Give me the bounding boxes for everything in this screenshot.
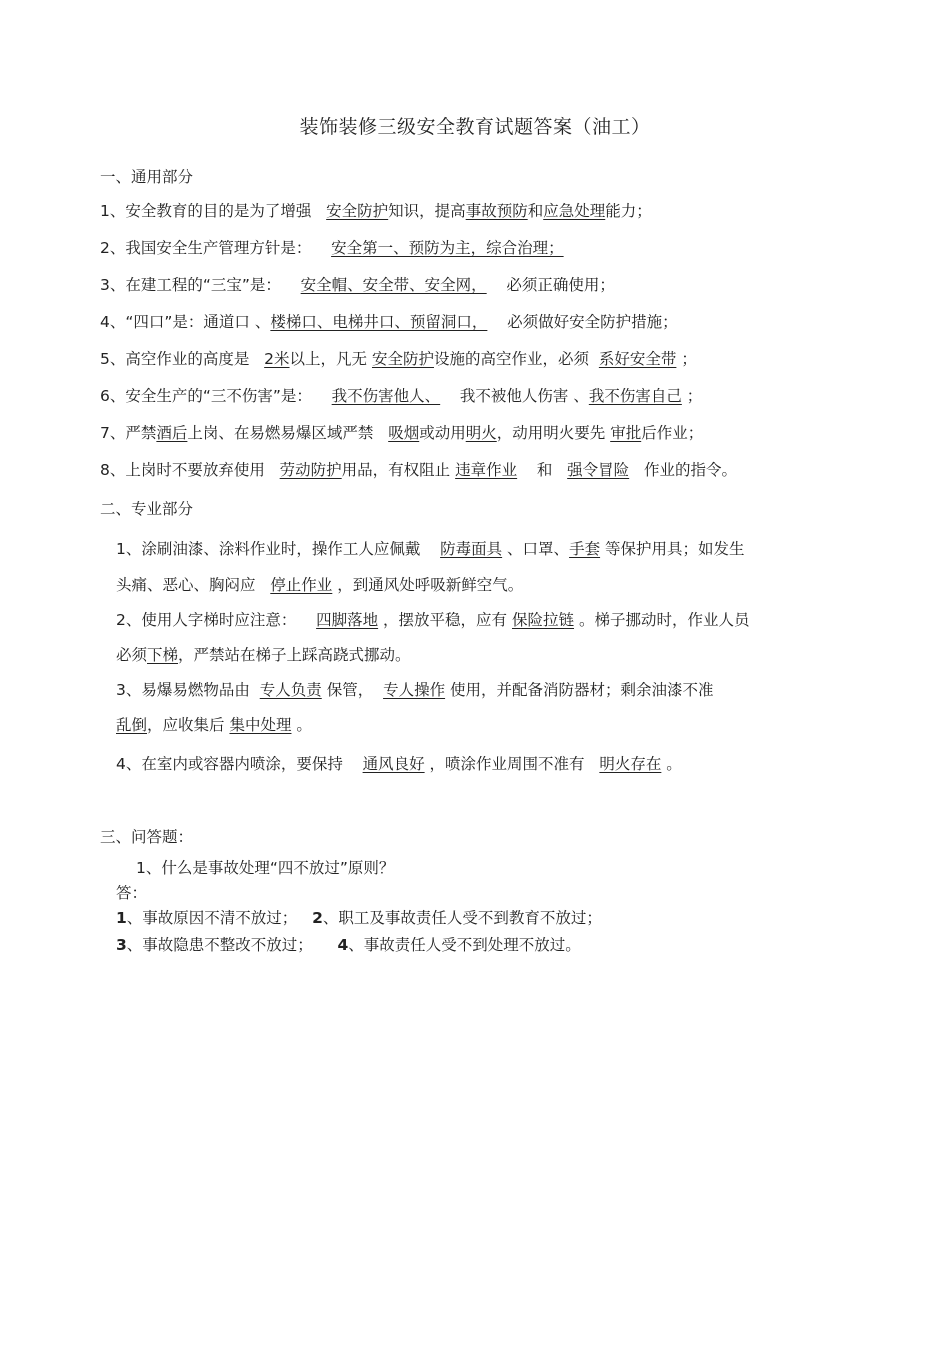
answer-number: 1 bbox=[116, 909, 127, 927]
s1-question-7: 7、严禁酒后上岗、在易燃易爆区域严禁 吸烟或动用明火，动用明火要先 审批后作业； bbox=[100, 424, 704, 442]
answer-blank: 安全防护 bbox=[326, 202, 389, 220]
s1-question-3: 3、在建工程的“三宝”是： 安全帽、安全带、安全网， 必须正确使用； bbox=[100, 276, 615, 294]
s1-question-2: 2、我国安全生产管理方针是： 安全第一、预防为主，综合治理； bbox=[100, 239, 564, 257]
s3-question: 1、什么是事故处理“四不放过”原则？ bbox=[136, 859, 395, 877]
s3-answer-row2: 3、事故隐患不整改不放过； 4、事故责任人受不到处理不放过。 bbox=[116, 936, 581, 954]
answer-blank: 明火 bbox=[465, 424, 497, 442]
section2-heading: 二、专业部分 bbox=[100, 500, 194, 518]
answer-blank: 2米 bbox=[264, 350, 290, 368]
answer-number: 3 bbox=[116, 936, 127, 954]
answer-blank: 安全防护 bbox=[371, 350, 434, 368]
s3-answer-row1: 1、事故原因不清不放过； 2、职工及事故责任人受不到教育不放过； bbox=[116, 909, 602, 927]
answer-blank: 专人操作 bbox=[383, 681, 446, 699]
answer-blank: 酒后 bbox=[156, 424, 188, 442]
answer-number: 2 bbox=[312, 909, 323, 927]
section1-heading: 一、通用部分 bbox=[100, 168, 194, 186]
answer-blank: 强令冒险 bbox=[567, 461, 630, 479]
s1-question-5: 5、高空作业的高度是 2米以上，凡无 安全防护设施的高空作业，必须 系好安全带 ； bbox=[100, 350, 697, 368]
answer-blank: 明火存在 bbox=[599, 755, 662, 773]
answer-blank: 乱倒 bbox=[116, 716, 148, 734]
answer-blank: 审批 bbox=[610, 424, 642, 442]
answer-blank: 保险拉链 bbox=[512, 611, 575, 629]
document-title: 装饰装修三级安全教育试题答案（油工） bbox=[299, 116, 651, 138]
answer-blank: 集中处理 bbox=[229, 716, 292, 734]
s2-question-2-line2: 必须下梯，严禁站在梯子上踩高跷式挪动。 bbox=[116, 646, 411, 664]
answer-blank: 专人负责 bbox=[259, 681, 322, 699]
s2-question-1-line1: 1、涂刷油漆、涂料作业时，操作工人应佩戴 防毒面具 、口罩、手套 等保护用具；如发生 bbox=[116, 540, 745, 558]
answer-blank: 手套 bbox=[569, 540, 601, 558]
s2-question-1-line2: 头痛、恶心、胸闷应 停止作业 ，到通风处呼吸新鲜空气。 bbox=[116, 576, 524, 594]
answer-blank: 劳动防护 bbox=[279, 461, 342, 479]
section3-heading: 三、问答题： bbox=[100, 828, 194, 846]
answer-blank: 系好安全带 bbox=[598, 350, 677, 368]
s1-question-6: 6、安全生产的“三不伤害”是： 我不伤害他人、 我不被他人伤害 、我不伤害自己 ； bbox=[100, 387, 703, 405]
answer-blank: 四脚落地 bbox=[316, 611, 379, 629]
s2-question-2-line1: 2、使用人字梯时应注意： 四脚落地 ，摆放平稳，应有 保险拉链 。梯子挪动时，作业人员 bbox=[116, 611, 750, 629]
s2-question-3-line1: 3、易爆易燃物品由 专人负责 保管， 专人操作 使用，并配备消防器材；剩余油漆不准 bbox=[116, 681, 714, 699]
answer-blank: 通风良好 bbox=[362, 755, 425, 773]
answer-blank: 违章作业 bbox=[455, 461, 518, 479]
answer-blank: 安全第一、预防为主，综合治理； bbox=[331, 239, 564, 257]
answer-blank: 应急处理 bbox=[543, 202, 606, 220]
answer-blank: 停止作业 bbox=[270, 576, 333, 594]
s1-question-1: 1、安全教育的目的是为了增强 安全防护知识，提高事故预防和应急处理能力； bbox=[100, 202, 652, 220]
s1-question-4: 4、“四口”是：通道口 、楼梯口、电梯井口、预留洞口， 必须做好安全防护措施； bbox=[100, 313, 678, 331]
answer-blank: 我不伤害自己 bbox=[588, 387, 682, 405]
answer-blank: 安全帽、安全带、安全网， bbox=[300, 276, 487, 294]
answer-blank: 我不伤害他人、 bbox=[331, 387, 441, 405]
answer-blank: 事故预防 bbox=[465, 202, 528, 220]
answer-blank: 吸烟 bbox=[388, 424, 420, 442]
s3-answer-label: 答： bbox=[116, 884, 148, 902]
answer-number: 4 bbox=[337, 936, 349, 954]
s2-question-4: 4、在室内或容器内喷涂，要保持 通风良好 ，喷涂作业周围不准有 明火存在 。 bbox=[116, 755, 682, 773]
s1-question-8: 8、上岗时不要放弃使用 劳动防护用品，有权阻止 违章作业 和 强令冒险 作业的指令。 bbox=[100, 461, 737, 479]
answer-blank: 防毒面具 bbox=[440, 540, 503, 558]
answer-blank: 下梯 bbox=[147, 646, 179, 664]
answer-blank: 楼梯口、电梯井口、预留洞口， bbox=[270, 313, 488, 331]
s2-question-3-line2: 乱倒，应收集后 集中处理 。 bbox=[116, 716, 312, 734]
